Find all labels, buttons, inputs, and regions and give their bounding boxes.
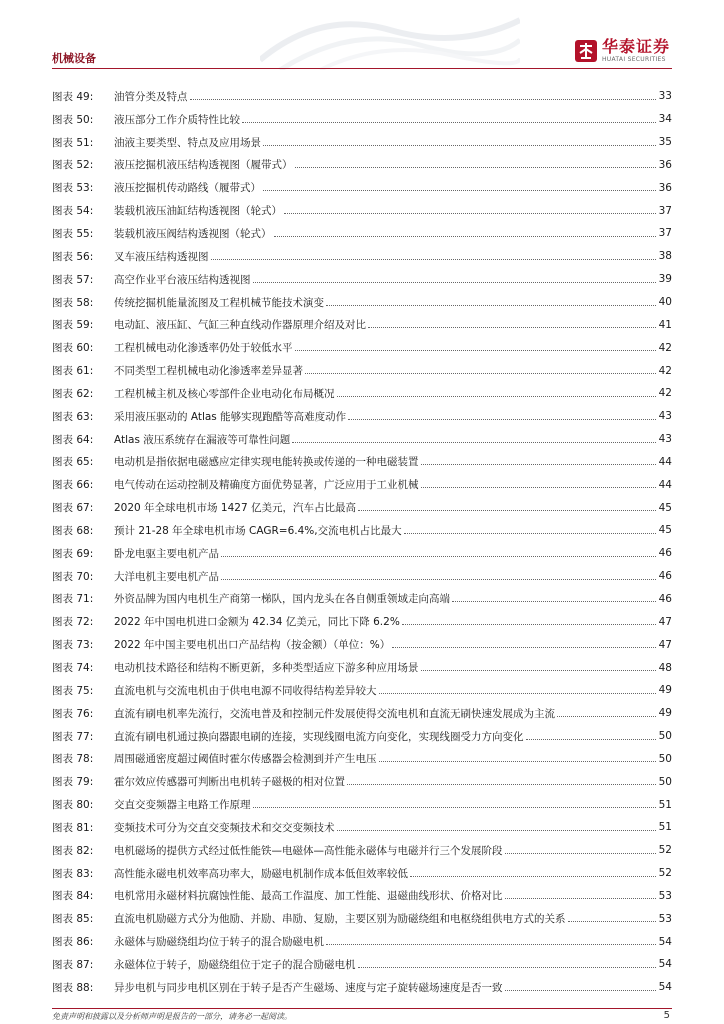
toc-figure-title: 叉车液压结构透视图: [114, 250, 209, 263]
toc-leader-dots: [284, 213, 656, 214]
toc-figure-title: 预计 21-28 年全球电机市场 CAGR=6.4%,交流电机占比最大: [114, 524, 402, 537]
toc-page-number: 35: [658, 136, 672, 149]
toc-figure-number: 图表 84:: [52, 890, 94, 903]
toc-figure-title: 高性能永磁电机效率高功率大，励磁电机制作成本低但效率较低: [114, 867, 408, 880]
toc-leader-dots: [242, 122, 656, 123]
toc-page-number: 47: [658, 615, 672, 628]
toc-entry[interactable]: [52, 885, 672, 908]
toc-figure-number: 图表 62:: [52, 387, 94, 400]
toc-figure-title: 液压挖掘机液压结构透视图（履带式）: [114, 159, 293, 172]
toc-figure-title: 霍尔效应传感器可判断出电机转子磁极的相对位置: [114, 776, 345, 789]
toc-figure-title: 油管分类及特点: [114, 90, 188, 103]
toc-entry[interactable]: [52, 702, 672, 725]
toc-figure-title: 电机常用永磁材料抗腐蚀性能、最高工作温度、加工性能、退磁曲线形状、价格对比: [114, 890, 503, 903]
toc-figure-number: 图表 85:: [52, 913, 94, 926]
toc-figure-title: 变频技术可分为交直交变频技术和交交变频技术: [114, 821, 335, 834]
toc-leader-dots: [410, 876, 656, 877]
toc-entry[interactable]: [52, 565, 672, 588]
toc-figure-number: 图表 80:: [52, 799, 94, 812]
toc-figure-number: 图表 69:: [52, 547, 94, 560]
toc-leader-dots: [379, 761, 657, 762]
toc-figure-title: 工程机械主机及核心零部件企业电动化布局概况: [114, 387, 335, 400]
toc-figure-number: 图表 56:: [52, 250, 94, 263]
toc-page-number: 45: [658, 524, 672, 537]
toc-figure-title: 装载机液压油缸结构透视图（轮式）: [114, 205, 282, 218]
toc-figure-number: 图表 73:: [52, 639, 94, 652]
toc-leader-dots: [211, 259, 657, 260]
toc-entry[interactable]: [52, 291, 672, 314]
toc-leader-dots: [358, 967, 657, 968]
header-divider: [52, 68, 672, 69]
toc-figure-title: 工程机械电动化渗透率仍处于较低水平: [114, 342, 293, 355]
toc-page-number: 51: [658, 821, 672, 834]
toc-entry[interactable]: [52, 839, 672, 862]
toc-figure-number: 图表 52:: [52, 159, 94, 172]
toc-page-number: 42: [658, 364, 672, 377]
toc-leader-dots: [326, 944, 656, 945]
toc-leader-dots: [305, 373, 656, 374]
toc-figure-title: 卧龙电驱主要电机产品: [114, 547, 219, 560]
toc-page-number: 46: [658, 570, 672, 583]
toc-figure-title: 大洋电机主要电机产品: [114, 570, 219, 583]
toc-leader-dots: [402, 624, 656, 625]
toc-figure-number: 图表 65:: [52, 456, 94, 469]
toc-entry[interactable]: [52, 428, 672, 451]
toc-figure-number: 图表 79:: [52, 776, 94, 789]
toc-leader-dots: [190, 99, 657, 100]
toc-leader-dots: [392, 647, 656, 648]
toc-figure-title: 不同类型工程机械电动化渗透率差异显著: [114, 365, 303, 378]
toc-page-number: 41: [658, 318, 672, 331]
toc-entry[interactable]: [52, 679, 672, 702]
toc-page-number: 50: [658, 775, 672, 788]
toc-figure-title: 装载机液压阀结构透视图（轮式）: [114, 227, 272, 240]
toc-leader-dots: [505, 898, 657, 899]
toc-figure-number: 图表 64:: [52, 433, 94, 446]
toc-leader-dots: [421, 464, 657, 465]
toc-entry[interactable]: [52, 313, 672, 336]
toc-figure-title: 永磁体位于转子，励磁绕组位于定子的混合励磁电机: [114, 958, 356, 971]
toc-figure-number: 图表 60:: [52, 342, 94, 355]
toc-leader-dots: [348, 419, 656, 420]
toc-entry[interactable]: [52, 816, 672, 839]
toc-figure-number: 图表 86:: [52, 936, 94, 949]
toc-page-number: 44: [658, 455, 672, 468]
toc-entry[interactable]: [52, 633, 672, 656]
toc-entry[interactable]: [52, 862, 672, 885]
toc-entry[interactable]: [52, 176, 672, 199]
toc-page-number: 46: [658, 547, 672, 560]
toc-figure-number: 图表 51:: [52, 136, 94, 149]
toc-entry[interactable]: [52, 793, 672, 816]
toc-entry[interactable]: [52, 268, 672, 291]
toc-page-number: 50: [658, 752, 672, 765]
toc-entry[interactable]: [52, 222, 672, 245]
logo-english-name: HUATAI SECURITIES: [601, 56, 666, 63]
toc-figure-title: 电机磁场的提供方式经过低性能铁—电磁体—高性能永磁体与电磁并行三个发展阶段: [114, 844, 503, 857]
toc-leader-dots: [337, 396, 657, 397]
toc-leader-dots: [505, 853, 657, 854]
toc-figure-title: 交直交变频器主电路工作原理: [114, 799, 251, 812]
toc-leader-dots: [379, 693, 657, 694]
toc-figure-title: 2020 年全球电机市场 1427 亿美元，汽车占比最高: [114, 502, 356, 515]
toc-page-number: 52: [658, 867, 672, 880]
toc-figure-title: 电气传动在运动控制及精确度方面优势显著，广泛应用于工业机械: [114, 479, 419, 492]
toc-figure-number: 图表 63:: [52, 410, 94, 423]
toc-figure-number: 图表 68:: [52, 524, 94, 537]
toc-page-number: 46: [658, 592, 672, 605]
section-label: 机械设备: [52, 52, 96, 65]
toc-entry[interactable]: [52, 199, 672, 222]
toc-leader-dots: [263, 190, 656, 191]
toc-page-number: 39: [658, 273, 672, 286]
toc-entry[interactable]: [52, 359, 672, 382]
toc-figure-title: 直流有刷电机率先流行，交流电普及和控制元件发展使得交流电机和直流无刷快速发展成为主流: [114, 707, 555, 720]
toc-entry[interactable]: [52, 907, 672, 930]
toc-figure-title: 传统挖掘机能量流图及工程机械节能技术演变: [114, 296, 324, 309]
toc-figure-number: 图表 70:: [52, 570, 94, 583]
toc-figure-number: 图表 76:: [52, 707, 94, 720]
toc-page-number: 34: [658, 113, 672, 126]
page-header: [0, 0, 724, 80]
toc-figure-number: 图表 57:: [52, 273, 94, 286]
toc-figure-title: 异步电机与同步电机区别在于转子是否产生磁场、速度与定子旋转磁场速度是否一致: [114, 981, 503, 994]
toc-page-number: 51: [658, 798, 672, 811]
toc-leader-dots: [263, 145, 656, 146]
figure-list: [52, 85, 672, 999]
toc-figure-title: 直流电机励磁方式分为他励、并励、串励、复励，主要区别为励磁绕组和电枢绕组供电方式的关系: [114, 913, 566, 926]
toc-figure-number: 图表 87:: [52, 958, 94, 971]
toc-figure-number: 图表 53:: [52, 182, 94, 195]
toc-page-number: 36: [658, 158, 672, 171]
toc-figure-number: 图表 58:: [52, 296, 94, 309]
toc-leader-dots: [221, 579, 656, 580]
toc-entry[interactable]: [52, 85, 672, 108]
toc-page-number: 37: [658, 204, 672, 217]
toc-figure-title: 周围磁通密度超过阈值时霍尔传感器会检测到并产生电压: [114, 753, 377, 766]
toc-page-number: 43: [658, 410, 672, 423]
toc-entry[interactable]: [52, 770, 672, 793]
toc-figure-number: 图表 67:: [52, 502, 94, 515]
footer-page-number: 5: [663, 1010, 670, 1021]
toc-entry[interactable]: [52, 976, 672, 999]
toc-page-number: 52: [658, 844, 672, 857]
toc-leader-dots: [253, 807, 657, 808]
toc-entry[interactable]: [52, 131, 672, 154]
toc-figure-title: 液压部分工作介质特性比较: [114, 113, 240, 126]
toc-figure-title: 2022 年中国主要电机出口产品结构（按金额）（单位：%）: [114, 639, 391, 652]
toc-figure-number: 图表 74:: [52, 662, 94, 675]
toc-leader-dots: [326, 305, 656, 306]
toc-page-number: 47: [658, 638, 672, 651]
toc-figure-number: 图表 49:: [52, 90, 94, 103]
toc-page-number: 49: [658, 684, 672, 697]
toc-figure-title: 直流电机与交流电机由于供电电源不同收得结构差异较大: [114, 684, 377, 697]
toc-page-number: 50: [658, 730, 672, 743]
toc-page-number: 54: [658, 981, 672, 994]
toc-page-number: 54: [658, 958, 672, 971]
toc-figure-title: 直流有刷电机通过换向器跟电刷的连接，实现线圈电流方向变化，实现线圈受力方向变化: [114, 730, 524, 743]
company-logo: [574, 38, 670, 64]
toc-figure-title: 液压挖掘机传动路线（履带式）: [114, 182, 261, 195]
toc-page-number: 42: [658, 387, 672, 400]
toc-leader-dots: [404, 533, 656, 534]
toc-figure-title: 电动缸、液压缸、气缸三种直线动作器原理介绍及对比: [114, 319, 366, 332]
toc-figure-title: 2022 年中国电机进口金额为 42.34 亿美元，同比下降 6.2%: [114, 616, 400, 629]
toc-figure-number: 图表 59:: [52, 319, 94, 332]
huatai-logo-icon: [574, 39, 598, 63]
toc-figure-title: 油液主要类型、特点及应用场景: [114, 136, 261, 149]
toc-leader-dots: [452, 601, 656, 602]
toc-leader-dots: [221, 556, 656, 557]
toc-figure-number: 图表 54:: [52, 205, 94, 218]
toc-figure-number: 图表 88:: [52, 981, 94, 994]
toc-page-number: 40: [658, 296, 672, 309]
toc-entry[interactable]: [52, 473, 672, 496]
toc-figure-number: 图表 55:: [52, 227, 94, 240]
toc-page-number: 37: [658, 227, 672, 240]
toc-entry[interactable]: [52, 382, 672, 405]
header-decoration: [260, 0, 520, 70]
toc-page-number: 53: [658, 889, 672, 902]
toc-figure-number: 图表 71:: [52, 593, 94, 606]
toc-leader-dots: [347, 784, 656, 785]
toc-entry[interactable]: [52, 405, 672, 428]
toc-leader-dots: [292, 442, 656, 443]
toc-page-number: 53: [658, 912, 672, 925]
toc-figure-number: 图表 82:: [52, 844, 94, 857]
toc-figure-title: 外资品牌为国内电机生产商第一梯队，国内龙头在各自侧重领域走向高端: [114, 593, 450, 606]
toc-leader-dots: [505, 990, 657, 991]
toc-page-number: 43: [658, 433, 672, 446]
toc-figure-number: 图表 61:: [52, 365, 94, 378]
toc-leader-dots: [295, 350, 657, 351]
toc-leader-dots: [358, 510, 656, 511]
toc-figure-number: 图表 66:: [52, 479, 94, 492]
toc-leader-dots: [295, 167, 657, 168]
toc-entry[interactable]: [52, 953, 672, 976]
toc-entry[interactable]: [52, 542, 672, 565]
toc-page-number: 45: [658, 501, 672, 514]
toc-leader-dots: [337, 830, 657, 831]
toc-page-number: 33: [658, 90, 672, 103]
toc-leader-dots: [253, 282, 657, 283]
toc-entry[interactable]: [52, 588, 672, 611]
toc-entry[interactable]: [52, 725, 672, 748]
toc-page-number: 38: [658, 250, 672, 263]
toc-entry[interactable]: [52, 656, 672, 679]
footer-divider: [52, 1008, 672, 1009]
toc-entry[interactable]: [52, 336, 672, 359]
toc-figure-title: Atlas 液压系统存在漏液等可靠性问题: [114, 433, 291, 446]
toc-leader-dots: [421, 487, 657, 488]
toc-leader-dots: [526, 739, 657, 740]
toc-figure-number: 图表 81:: [52, 821, 94, 834]
toc-figure-title: 高空作业平台液压结构透视图: [114, 273, 251, 286]
toc-entry[interactable]: [52, 519, 672, 542]
toc-figure-number: 图表 77:: [52, 730, 94, 743]
toc-leader-dots: [557, 716, 656, 717]
toc-page-number: 48: [658, 661, 672, 674]
toc-figure-number: 图表 50:: [52, 113, 94, 126]
toc-entry[interactable]: [52, 496, 672, 519]
footer-disclaimer: 免责声明和披露以及分析师声明是报告的一部分，请务必一起阅读。: [52, 1012, 292, 1021]
toc-entry[interactable]: [52, 108, 672, 131]
toc-leader-dots: [568, 921, 657, 922]
toc-page-number: 36: [658, 181, 672, 194]
toc-entry[interactable]: [52, 930, 672, 953]
toc-entry[interactable]: [52, 747, 672, 770]
toc-entry[interactable]: [52, 610, 672, 633]
toc-figure-number: 图表 72:: [52, 616, 94, 629]
toc-leader-dots: [274, 236, 657, 237]
toc-page-number: 54: [658, 935, 672, 948]
logo-chinese-name: 华泰证券: [601, 37, 670, 56]
toc-figure-number: 图表 83:: [52, 867, 94, 880]
toc-figure-title: 永磁体与励磁绕组均位于转子的混合励磁电机: [114, 936, 324, 949]
toc-page-number: 49: [658, 707, 672, 720]
toc-page-number: 42: [658, 341, 672, 354]
toc-entry[interactable]: [52, 245, 672, 268]
toc-figure-number: 图表 75:: [52, 684, 94, 697]
toc-figure-title: 采用液压驱动的 Atlas 能够实现跑酷等高难度动作: [114, 410, 347, 423]
toc-entry[interactable]: [52, 154, 672, 177]
toc-page-number: 44: [658, 478, 672, 491]
toc-figure-title: 电动机技术路径和结构不断更新，多种类型适应下游多种应用场景: [114, 662, 419, 675]
toc-entry[interactable]: [52, 451, 672, 474]
toc-leader-dots: [368, 327, 656, 328]
toc-figure-title: 电动机是指依据电磁感应定律实现电能转换或传递的一种电磁装置: [114, 456, 419, 469]
toc-figure-number: 图表 78:: [52, 753, 94, 766]
toc-leader-dots: [421, 670, 657, 671]
